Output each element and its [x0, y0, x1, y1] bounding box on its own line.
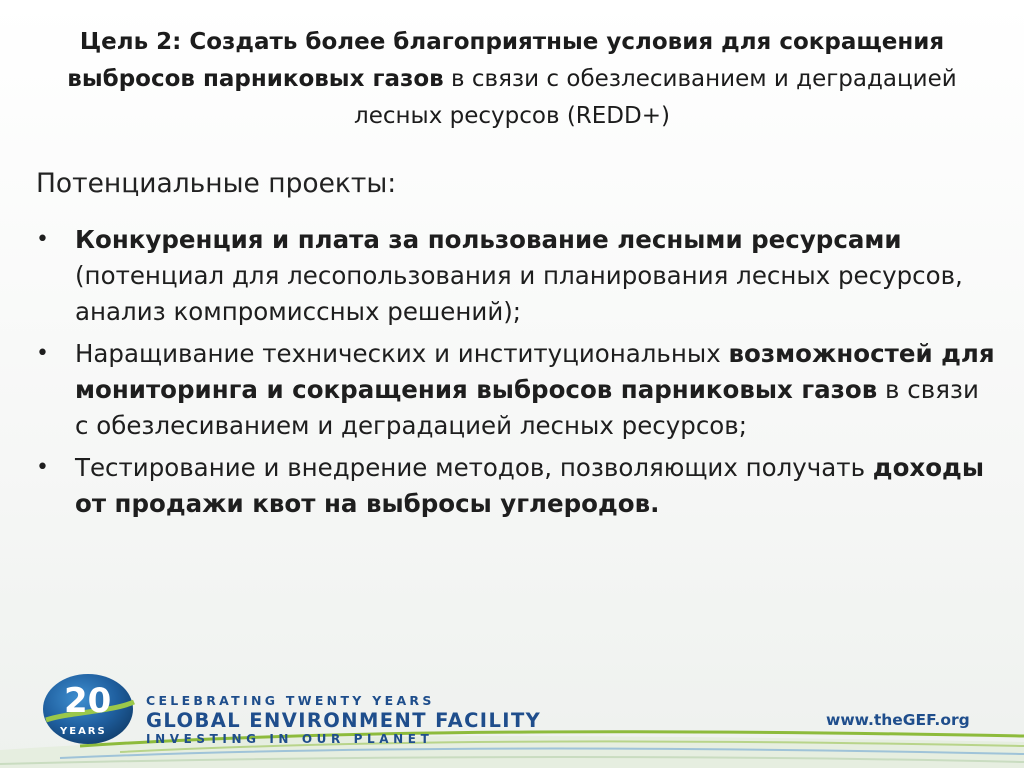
- bullet-list: [36, 222, 996, 528]
- list-item: [36, 222, 996, 330]
- gef-org-name: GLOBAL ENVIRONMENT FACILITY: [146, 709, 542, 732]
- gef-celebrating-text: CELEBRATING TWENTY YEARS: [146, 693, 435, 708]
- bullet-text: Наращивание технических и институциональных: [75, 339, 729, 368]
- bullet-text: в связи с обезлесиванием и деградацией лесных ресурсов;: [75, 375, 979, 440]
- title-bold-part: Цель 2: Создать более благоприятные условия для сокращения выбросов парниковых газов: [67, 29, 945, 92]
- bullet-text: (потенциал для лесопользования и планирования лесных ресурсов, анализ компромиссных решений);: [75, 261, 963, 326]
- list-item: [36, 450, 996, 522]
- bullet-text: Тестирование и внедрение методов, позволяющих получать: [75, 453, 873, 482]
- gef-website-link[interactable]: www.theGEF.org: [826, 711, 970, 729]
- slide-title: [40, 24, 984, 135]
- title-regular-part: в связи с обезлесиванием и деградацией лесных ресурсов (REDD+): [354, 66, 957, 129]
- bullet-icon: •: [36, 455, 49, 480]
- bullet-bold-text: возможностей для мониторинга и сокращения выбросов парниковых газов: [75, 339, 995, 404]
- gef-tagline: INVESTING IN OUR PLANET: [146, 732, 434, 746]
- bullet-bold-text: Конкуренция и плата за пользование лесными ресурсами: [75, 225, 902, 254]
- gef-20-years-logo: [40, 672, 140, 746]
- logo-number: 20: [64, 681, 112, 721]
- bullet-bold-text: доходы от продажи квот на выбросы углеродов.: [75, 453, 984, 518]
- list-item: [36, 336, 996, 444]
- bullet-icon: •: [36, 341, 49, 366]
- subheading: Потенциальные проекты:: [36, 168, 397, 199]
- logo-years: YEARS: [60, 726, 107, 737]
- bullet-icon: •: [36, 227, 49, 252]
